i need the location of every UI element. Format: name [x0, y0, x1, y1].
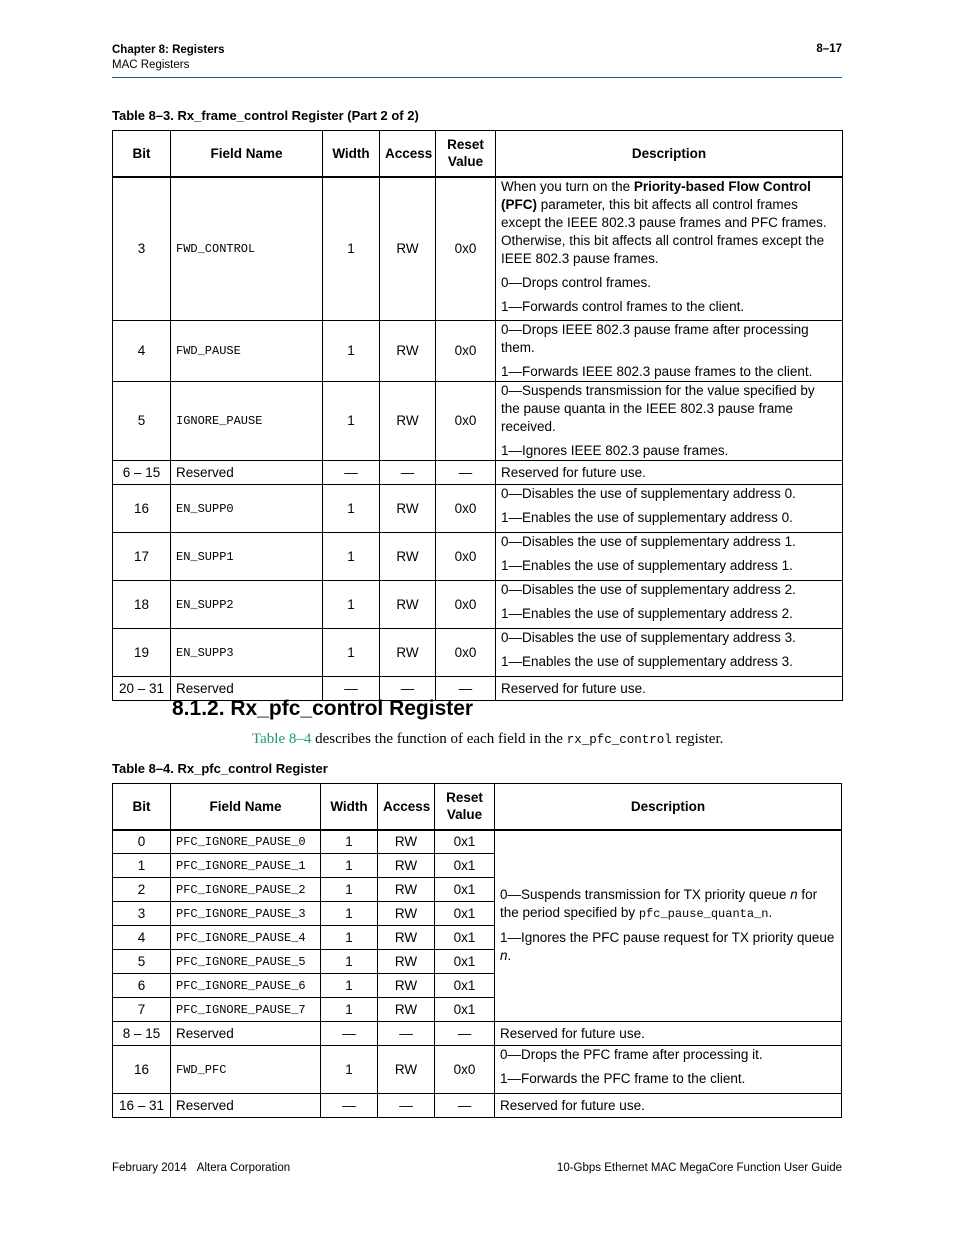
- col-header-description: Description: [496, 131, 843, 177]
- cell-width: 1: [323, 382, 380, 461]
- cell-access: RW: [378, 878, 435, 902]
- footer-date: February 2014: [112, 1162, 187, 1174]
- cell-reset: 0x1: [435, 902, 495, 926]
- cell-reset: 0x0: [435, 1046, 495, 1094]
- cell-reset: 0x1: [435, 878, 495, 902]
- cell-field-name: Reserved: [171, 461, 323, 485]
- cell-field-name: Reserved: [171, 1022, 321, 1046]
- rx-frame-control-table: [112, 130, 843, 701]
- cell-access: RW: [378, 998, 435, 1022]
- cell-description: When you turn on the Priority-based Flow Control (PFC) parameter, this bit affects all control frames except the IEEE 802.3 pause frames and PFC frames. Otherwise, this bit affects all control frames except the IEEE 802.3 pause frames. 0—Drops control frames. 1—Forwards control frames to the client.: [496, 177, 843, 321]
- cell-bit: 6: [113, 974, 171, 998]
- cell-field-name: EN_SUPP1: [171, 533, 323, 581]
- col-header-bit: Bit: [113, 131, 171, 177]
- table-row: [113, 830, 842, 854]
- cell-access: RW: [380, 629, 436, 677]
- cell-bit: 3: [113, 902, 171, 926]
- intro-paragraph: Table 8–4 describes the function of each field in the rx_pfc_control register.: [252, 731, 724, 747]
- footer-company: Altera Corporation: [196, 1162, 291, 1174]
- page-number: 8–17: [816, 43, 842, 55]
- cell-width: 1: [323, 485, 380, 533]
- cell-bit: 5: [113, 950, 171, 974]
- cell-bit: 18: [113, 581, 171, 629]
- cell-bit: 17: [113, 533, 171, 581]
- cell-access: RW: [378, 974, 435, 998]
- cell-bit: 20 – 31: [113, 677, 171, 701]
- table-row: [113, 1046, 842, 1094]
- cell-reset: —: [436, 677, 496, 701]
- cell-bit: 16: [113, 1046, 171, 1094]
- cell-bit: 4: [113, 926, 171, 950]
- cell-description: 0—Suspends transmission for the value specified by the pause quanta in the IEEE 802.3 pause frame received. 1—Ignores IEEE 802.3 pause frames.: [496, 382, 843, 461]
- table-caption-8-3: Table 8–3. Rx_frame_control Register (Part 2 of 2): [112, 108, 419, 123]
- table-row: [113, 321, 843, 382]
- cell-width: 1: [323, 321, 380, 382]
- cell-bit: 19: [113, 629, 171, 677]
- register-name-code: rx_pfc_control: [566, 733, 672, 747]
- cell-description: 0—Disables the use of supplementary address 1. 1—Enables the use of supplementary address 1.: [496, 533, 843, 581]
- cell-bit: 2: [113, 878, 171, 902]
- table-header-row: [113, 131, 843, 177]
- table-row: [113, 533, 843, 581]
- cell-width: 1: [321, 902, 378, 926]
- col-header-field-name: Field Name: [171, 784, 321, 830]
- cell-description-pfc: 0—Suspends transmission for TX priority queue n for the period specified by pfc_pause_quanta_n. 1—Ignores the PFC pause request for TX priority queue n.: [495, 830, 842, 1022]
- cell-field-name: EN_SUPP2: [171, 581, 323, 629]
- cell-bit: 3: [113, 177, 171, 321]
- cell-reset: —: [435, 1022, 495, 1046]
- cell-access: RW: [380, 485, 436, 533]
- chapter-title: Chapter 8: Registers: [112, 44, 225, 56]
- cell-description: Reserved for future use.: [496, 677, 843, 701]
- cell-access: RW: [378, 902, 435, 926]
- cell-width: 1: [321, 926, 378, 950]
- cell-description: 0—Disables the use of supplementary address 2. 1—Enables the use of supplementary address 2.: [496, 581, 843, 629]
- page-footer-left: [112, 1162, 290, 1174]
- cell-field-name: EN_SUPP3: [171, 629, 323, 677]
- cell-bit: 8 – 15: [113, 1022, 171, 1046]
- cell-width: 1: [321, 854, 378, 878]
- cell-reset: 0x0: [436, 581, 496, 629]
- section-name: MAC Registers: [112, 59, 190, 71]
- cell-reset: 0x0: [436, 382, 496, 461]
- cell-bit: 0: [113, 830, 171, 854]
- table-header-row: [113, 784, 842, 830]
- cell-field-name: Reserved: [171, 677, 323, 701]
- cell-width: 1: [323, 533, 380, 581]
- cell-field-name: EN_SUPP0: [171, 485, 323, 533]
- col-header-bit: Bit: [113, 784, 171, 830]
- cell-field-name: PFC_IGNORE_PAUSE_1: [171, 854, 321, 878]
- col-header-reset-value: Reset Value: [435, 784, 495, 830]
- cell-width: 1: [323, 581, 380, 629]
- cell-description: 0—Drops IEEE 802.3 pause frame after processing them. 1—Forwards IEEE 802.3 pause frames to the client.: [496, 321, 843, 382]
- cell-reset: —: [436, 461, 496, 485]
- cell-bit: 5: [113, 382, 171, 461]
- col-header-access: Access: [380, 131, 436, 177]
- table-row: [113, 581, 843, 629]
- col-header-reset-value: Reset Value: [436, 131, 496, 177]
- cell-field-name: PFC_IGNORE_PAUSE_5: [171, 950, 321, 974]
- cell-reset: 0x1: [435, 998, 495, 1022]
- cell-reset: 0x0: [436, 177, 496, 321]
- col-header-width: Width: [323, 131, 380, 177]
- cell-field-name: FWD_PAUSE: [171, 321, 323, 382]
- cell-width: 1: [321, 950, 378, 974]
- cell-field-name: IGNORE_PAUSE: [171, 382, 323, 461]
- cell-field-name: PFC_IGNORE_PAUSE_7: [171, 998, 321, 1022]
- cell-width: —: [323, 461, 380, 485]
- cell-access: —: [378, 1022, 435, 1046]
- table-row: [113, 461, 843, 485]
- cell-bit: 4: [113, 321, 171, 382]
- cell-field-name: Reserved: [171, 1094, 321, 1118]
- cell-bit: 7: [113, 998, 171, 1022]
- cell-description: 0—Disables the use of supplementary address 0. 1—Enables the use of supplementary address 0.: [496, 485, 843, 533]
- cell-access: —: [380, 461, 436, 485]
- table-row: [113, 485, 843, 533]
- cell-access: RW: [378, 1046, 435, 1094]
- cell-reset: 0x0: [436, 321, 496, 382]
- col-header-access: Access: [378, 784, 435, 830]
- cell-width: 1: [321, 1046, 378, 1094]
- cell-access: —: [378, 1094, 435, 1118]
- cell-reset: 0x1: [435, 854, 495, 878]
- footer-document-title: 10-Gbps Ethernet MAC MegaCore Function User Guide: [556, 1162, 842, 1174]
- col-header-description: Description: [495, 784, 842, 830]
- cell-reset: 0x1: [435, 950, 495, 974]
- header-rule: [112, 77, 842, 78]
- cell-field-name: PFC_IGNORE_PAUSE_4: [171, 926, 321, 950]
- table-row: [113, 1022, 842, 1046]
- cell-reset: 0x1: [435, 974, 495, 998]
- rx-pfc-control-table: [112, 783, 842, 1118]
- cell-field-name: PFC_IGNORE_PAUSE_3: [171, 902, 321, 926]
- cell-access: RW: [380, 581, 436, 629]
- col-header-width: Width: [321, 784, 378, 830]
- page-header-left: [112, 43, 224, 73]
- cell-access: RW: [378, 854, 435, 878]
- cell-width: 1: [321, 878, 378, 902]
- cell-bit: 6 – 15: [113, 461, 171, 485]
- cell-width: 1: [321, 830, 378, 854]
- cell-access: RW: [380, 321, 436, 382]
- cell-description: Reserved for future use.: [495, 1094, 842, 1118]
- cell-width: —: [321, 1022, 378, 1046]
- cell-reset: 0x0: [436, 485, 496, 533]
- table-caption-8-4: Table 8–4. Rx_pfc_control Register: [112, 761, 328, 776]
- cell-width: —: [323, 677, 380, 701]
- cell-field-name: FWD_PFC: [171, 1046, 321, 1094]
- cell-reset: 0x0: [436, 533, 496, 581]
- cell-width: 1: [321, 998, 378, 1022]
- cell-field-name: PFC_IGNORE_PAUSE_2: [171, 878, 321, 902]
- cell-bit: 16 – 31: [113, 1094, 171, 1118]
- cell-width: 1: [323, 629, 380, 677]
- cell-reset: 0x1: [435, 830, 495, 854]
- table-row: [113, 177, 843, 321]
- col-header-field-name: Field Name: [171, 131, 323, 177]
- cell-reset: 0x0: [436, 629, 496, 677]
- table-row: [113, 1094, 842, 1118]
- cell-description: Reserved for future use.: [496, 461, 843, 485]
- cell-width: 1: [321, 974, 378, 998]
- table-row: [113, 382, 843, 461]
- cell-bit: 16: [113, 485, 171, 533]
- cell-access: RW: [380, 382, 436, 461]
- cell-access: RW: [378, 950, 435, 974]
- cell-access: RW: [380, 177, 436, 321]
- cell-width: —: [321, 1094, 378, 1118]
- cell-field-name: PFC_IGNORE_PAUSE_6: [171, 974, 321, 998]
- cell-reset: 0x1: [435, 926, 495, 950]
- cell-reset: —: [435, 1094, 495, 1118]
- section-heading: 8.1.2. Rx_pfc_control Register: [172, 697, 474, 720]
- cell-access: RW: [378, 830, 435, 854]
- cell-description: Reserved for future use.: [495, 1022, 842, 1046]
- table-row: [113, 629, 843, 677]
- cell-description: 0—Disables the use of supplementary address 3. 1—Enables the use of supplementary address 3.: [496, 629, 843, 677]
- cell-access: RW: [378, 926, 435, 950]
- cell-description: 0—Drops the PFC frame after processing it. 1—Forwards the PFC frame to the client.: [495, 1046, 842, 1094]
- cell-access: RW: [380, 533, 436, 581]
- cell-field-name: PFC_IGNORE_PAUSE_0: [171, 830, 321, 854]
- cell-bit: 1: [113, 854, 171, 878]
- cell-width: 1: [323, 177, 380, 321]
- table-8-4-link[interactable]: Table 8–4: [252, 731, 312, 747]
- cell-field-name: FWD_CONTROL: [171, 177, 323, 321]
- cell-access: —: [380, 677, 436, 701]
